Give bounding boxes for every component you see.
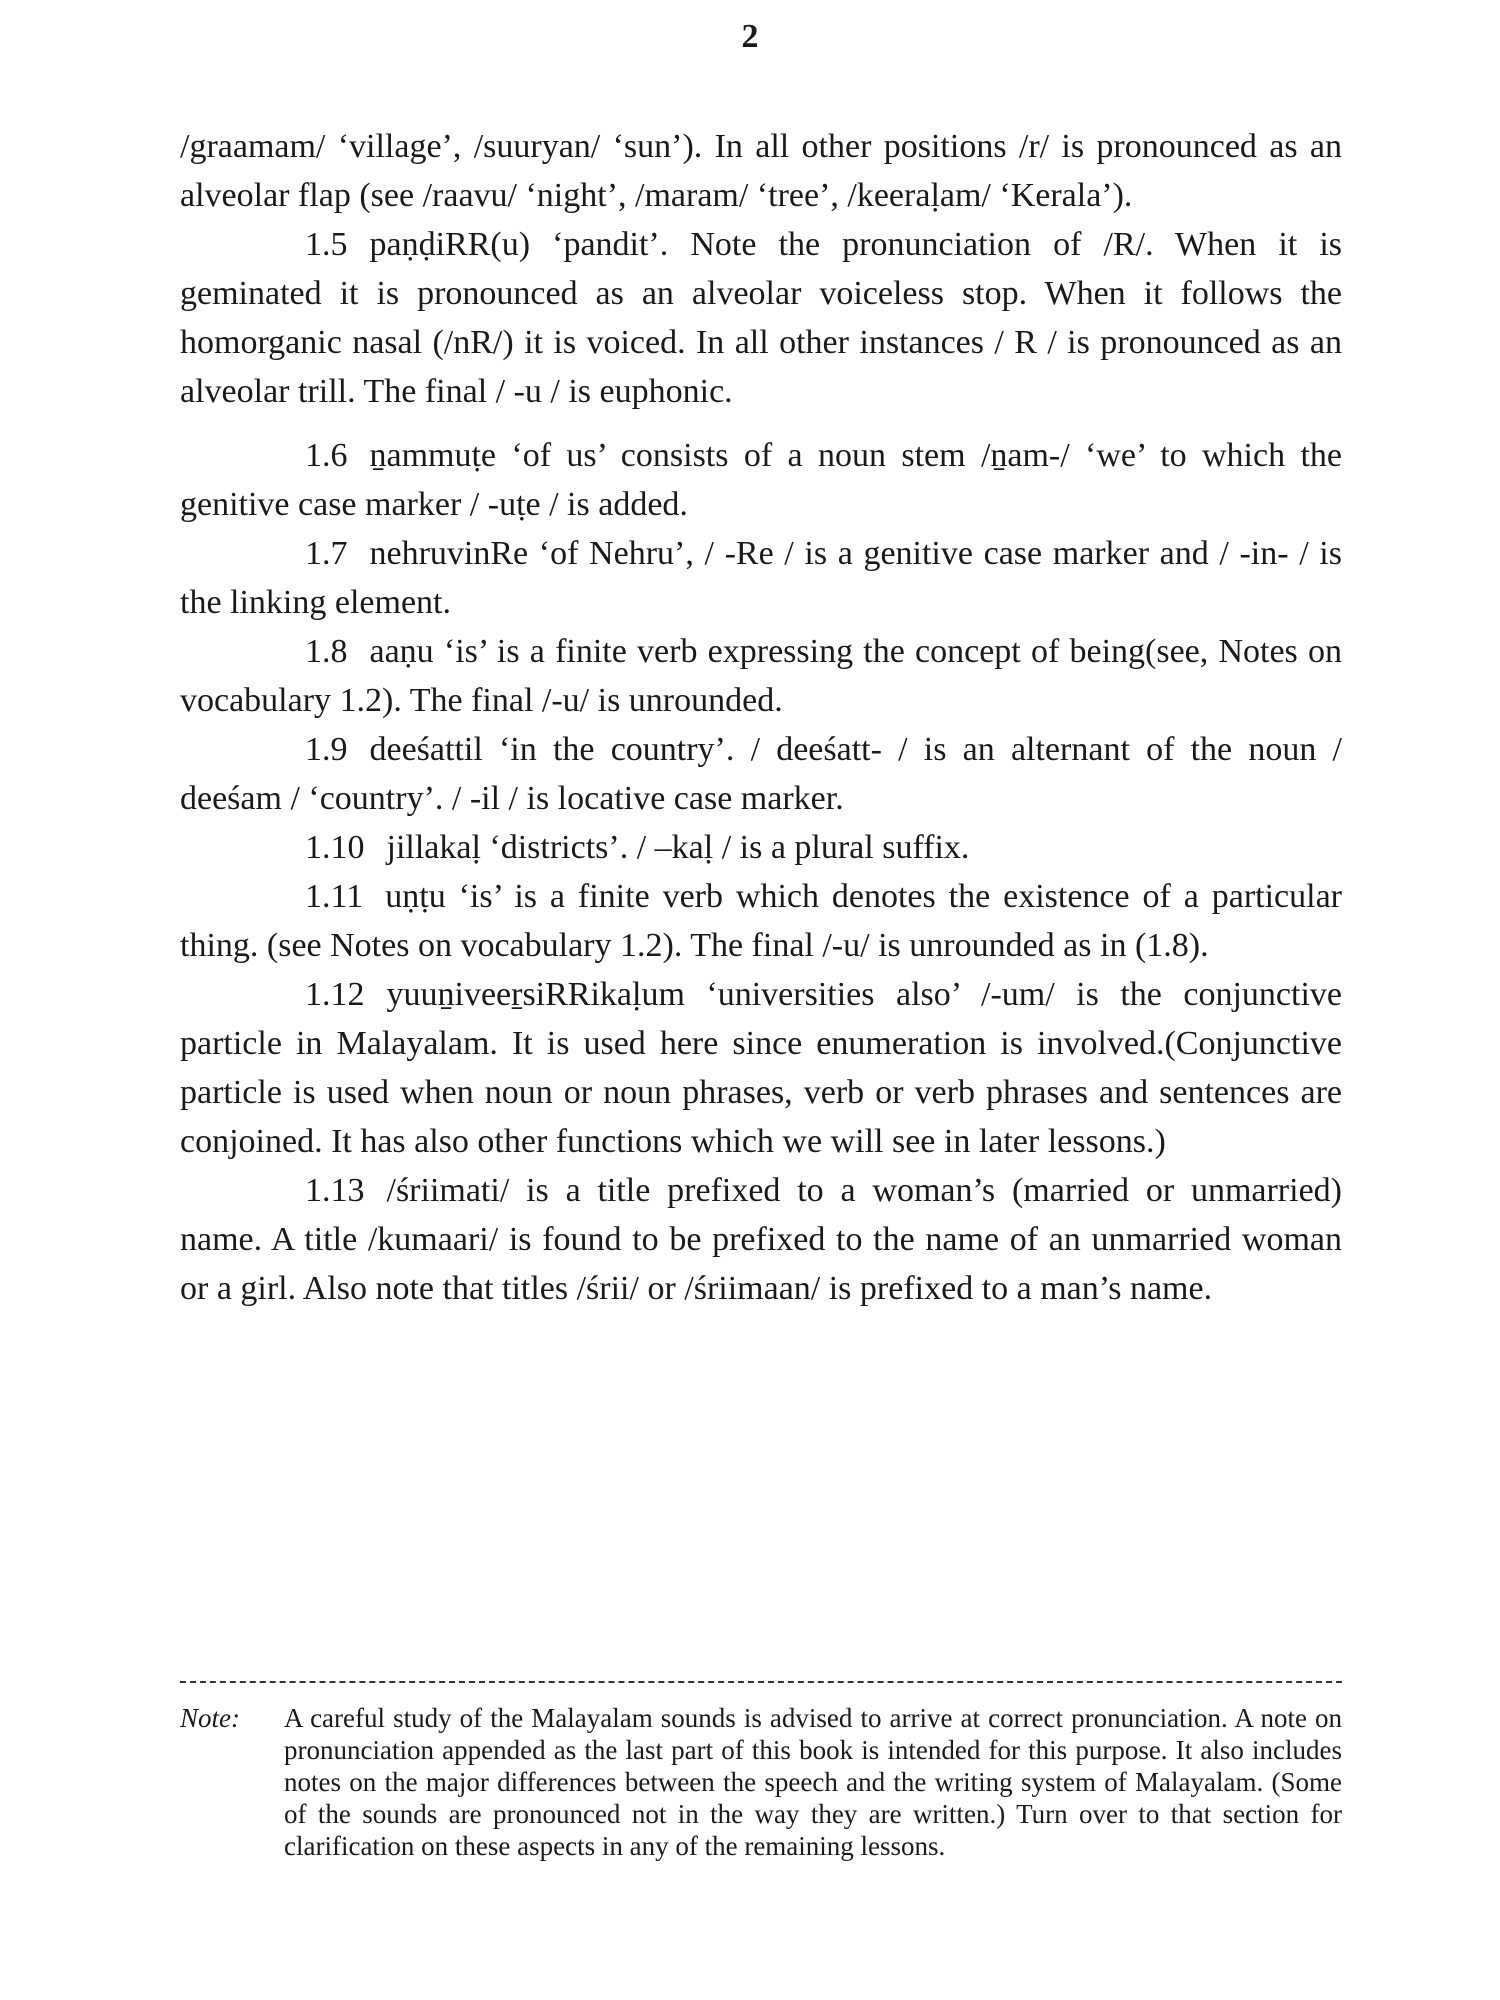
paragraph-text: yuuṉiveeṟsiRRikaḷum ‘universities also’ /-um/ is the conjunctive particle in Malayalam. It is used here since enumeration is involved.(Conjunctive particle is used when noun or noun phrases, verb or verb phrases and sentences are conjoined. It has also other functions which we will see in later lessons.) [180, 976, 1342, 1160]
paragraph-1-7 [180, 529, 1342, 627]
paragraph-number: 1.5 [305, 226, 348, 263]
paragraph-text: jillakaḷ ‘districts’. / –kaḷ / is a plural suffix. [386, 829, 970, 866]
paragraph-number: 1.12 [305, 976, 365, 1013]
paragraph-number: 1.8 [305, 633, 348, 670]
paragraph-text: ṉammuṭe ‘of us’ consists of a noun stem /ṉam-/ ‘we’ to which the genitive case marker / -uṭe / is added. [180, 437, 1342, 523]
paragraph-number: 1.13 [305, 1172, 365, 1209]
paragraph-1-8 [180, 627, 1342, 725]
paragraph-text: uṇṭu ‘is’ is a finite verb which denotes the existence of a particular thing. (see Notes on vocabulary 1.2). The final /-u/ is unrounded as in (1.8). [180, 878, 1342, 964]
paragraph-number: 1.7 [305, 535, 348, 572]
paragraph-1-11 [180, 872, 1342, 970]
paragraph-text: deeśattil ‘in the country’. / deeśatt- / is an alternant of the noun / deeśam / ‘country’. / -il / is locative case marker. [180, 731, 1342, 817]
paragraph-number: 1.9 [305, 731, 348, 768]
paragraph-1-9 [180, 725, 1342, 823]
footnote-text: A careful study of the Malayalam sounds is advised to arrive at correct pronunciation. A note on pronunciation appended as the last part of this book is intended for this purpose. It also includes notes on the major differences between the speech and the writing system of Malayalam. (Some of the sounds are pronounced not in the way they are written.) Turn over to that section for clarification on these aspects in any of the remaining lessons. [284, 1703, 1342, 1861]
paragraph-1-5 [180, 220, 1342, 416]
paragraph-1-6 [180, 431, 1342, 529]
paragraph-1-10 [180, 823, 1342, 872]
paragraph-number: 1.11 [305, 878, 364, 915]
intro-paragraph: /graamam/ ‘village’, /suuryan/ ‘sun’). In all other positions /r/ is pronounced as an alveolar flap (see /raavu/ ‘night’, /maram/ ‘tree’, /keeraḷam/ ‘Kerala’). [180, 128, 1342, 214]
paragraph-1-12 [180, 970, 1342, 1166]
paragraph-number: 1.6 [305, 437, 348, 474]
footnote [180, 1702, 1342, 1862]
footnote-label: Note: [180, 1703, 240, 1733]
paragraph-text: /śriimati/ is a title prefixed to a woman’s (married or unmarried) name. A title /kumaari/ is found to be prefixed to the name of an unmarried woman or a girl. Also note that titles /śrii/ or /śriimaan/ is prefixed to a man’s name. [180, 1172, 1342, 1307]
paragraph-1-13 [180, 1166, 1342, 1313]
body-text [180, 122, 1342, 1313]
page-number: 2 [741, 18, 759, 55]
paragraph-text: aaṇu ‘is’ is a finite verb expressing the concept of being(see, Notes on vocabulary 1.2). The final /-u/ is unrounded. [180, 633, 1342, 719]
paragraph-text: paṇḍiRR(u) ‘pandit’. Note the pronunciation of /R/. When it is geminated it is pronounced as an alveolar voiceless stop. When it follows the homorganic nasal (/nR/) it is voiced. In all other instances / R / is pronounced as an alveolar trill. The final / -u / is euphonic. [180, 226, 1342, 410]
footnote-divider [180, 1681, 1342, 1683]
paragraph-text: nehruvinRe ‘of Nehru’, / -Re / is a genitive case marker and / -in- / is the linking element. [180, 535, 1342, 621]
paragraph-number: 1.10 [305, 829, 365, 866]
